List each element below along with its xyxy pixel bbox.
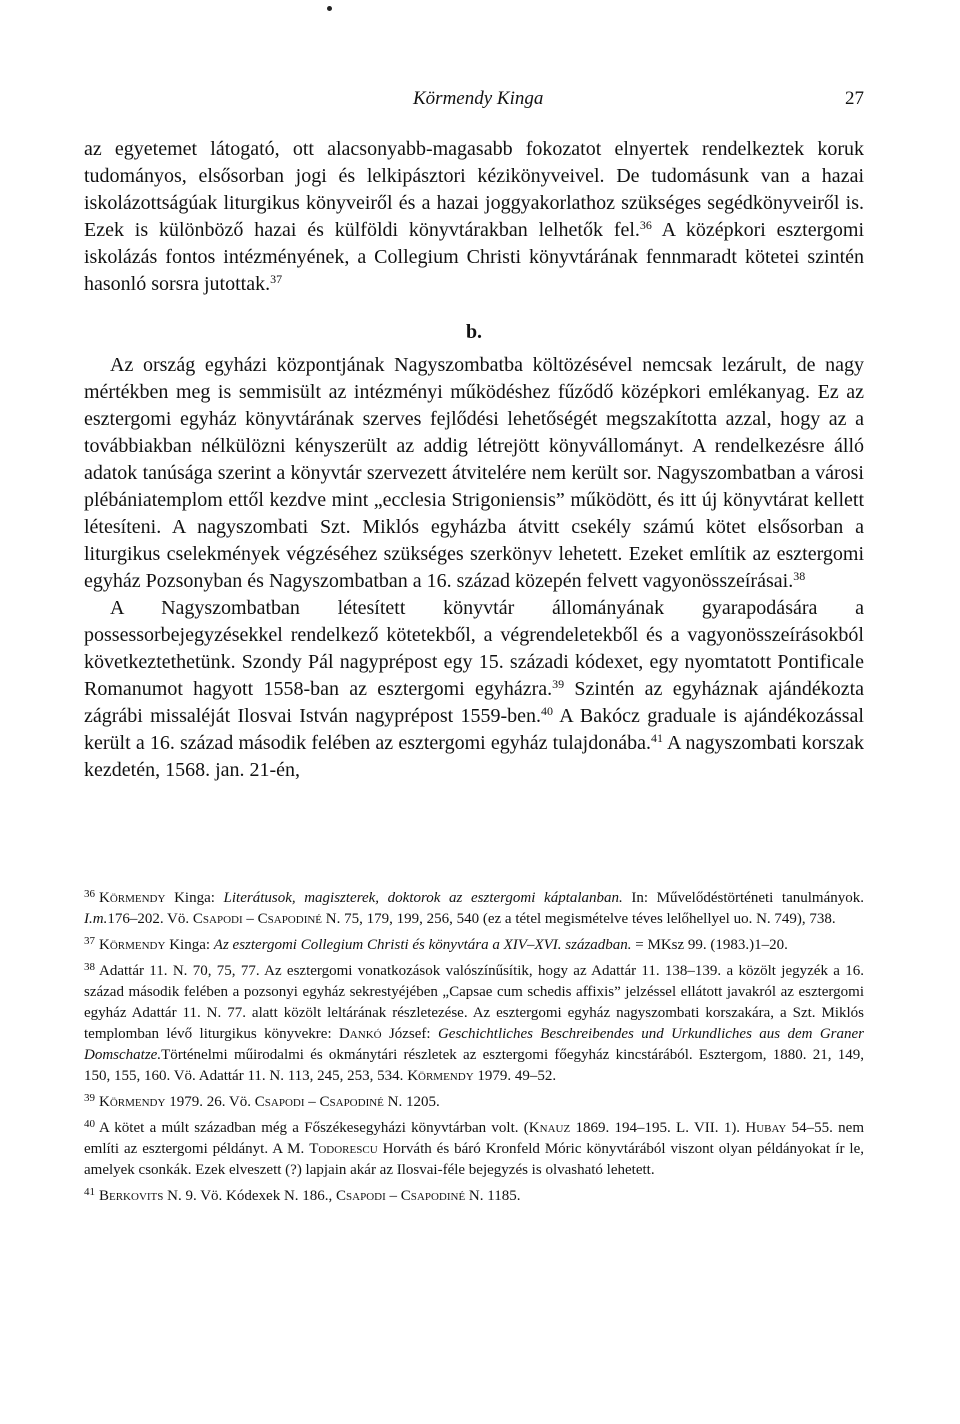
- page-number: 27: [845, 88, 864, 109]
- paragraph-3: A Nagyszombatban létesített könyvtár állományának gyarapodására a possessorbejegyzésekkel rendelkező kötetekből, a végrendeletekből és a vagyonösszeírásokból következtethetünk. Szondy Pál nagyprépost egy 15. századi kódexet, egy nyomtatott Pontificale Romanumot hagyott 1558-ban az esztergomi egyházra.$^{39}$ Szintén az egyháznak ajándékozta zágrábi missaléját Ilosvai István nagyprépost 1559-ben.$^{40}$ A Bakócz graduale is ajándékozással került a 16. század második felében az esztergomi egyház tulajdonába.$^{41}$ A nagyszombati korszak kezdetén, 1568. jan. 21-én,: [84, 597, 864, 781]
- footnote-37: $^{37}$ Körmendy Kinga: Az esztergomi Collegium Christi és könyvtára a XIV–XVI. században. = MKsz 99. (1983.)1–20.: [84, 935, 788, 953]
- paragraph-1: az egyetemet látogató, ott alacsonyabb-magasabb fokozatot elnyertek rendelkeztek koruk tudományos, elsősorban jogi és lelkipásztori kézikönyveivel. De tudomásunk van a hazai iskolázottságúak liturgikus könyveiről és a hazai joggyakorlathoz szükséges segédkönyveiről is. Ezek is különböző hazai és külföldi könyvtárakban lelhetők fel.$^{36}$ A középkori esztergomi iskolázás fontos intézményének, a Collegium Christi könyvtárának fennmaradt kötetei szintén hasonló sorsra jutottak.$^{37}$: [84, 138, 864, 295]
- footnote-ref: 37: [270, 272, 283, 286]
- footnote-41: $^{41}$ Berkovits N. 9. Vö. Kódexek N. 186., Csapodi – Csapodiné N. 1185.: [84, 1186, 521, 1204]
- paragraph-2: Az ország egyházi központjának Nagyszombatba költözésével nemcsak lezárult, de nagy mértékben meg is semmisült az intézményi működéshez fűződő középkori emlékanyag. Ez az esztergomi egyház könyvtárának szerves fejlődési lehetőségét megszakította azzal, hogy az a továbbiakban nélkülözni kényszerült az addig létrejött könyvállományt. A rendelkezésre álló adatok tanúsága szerint a könyvtár szervezett átvitelére nem került sor. Nagyszombatban a városi plébániatemplom ettől kezdve mint „ecclesia Strigoniensis” működött, és itt új könyvtárat kellett létesíteni. A nagyszombati Szt. Miklós egyházba átvitt csekély számú kötet elsősorban a liturgikus cselekmények végzéséhez szükséges szerkönyv lehetett. Ezeket említik az esztergomi egyház Pozsonyban és Nagyszombatban a 16. század közepén felvett vagyonösszeírásai.$^{38}$: [84, 354, 864, 592]
- footnote-ref: 40: [541, 704, 554, 718]
- footnote-ref: 39: [552, 677, 565, 691]
- footnotes: [84, 888, 864, 1212]
- footnote-ref: 36: [639, 218, 652, 232]
- footnote-ref: 38: [793, 569, 806, 583]
- footnote-39: $^{39}$ Körmendy 1979. 26. Vö. Csapodi – Csapodiné N. 1205.: [84, 1092, 440, 1110]
- footnote-40: $^{40}$ A kötet a múlt században még a Főszékesegyházi könyvtárban volt. (Knauz 1869. 194–195. L. VII. 1). Hubay 54–55. nem említi az esztergomi példányt. A M. Todorescu Horváth és báró Kronfeld Móric könyvtárából viszont olyan példányokat ír le, amelyek csonkák. Ezek elveszett (?) lapjain akár az Ilosvai-féle bejegyzés is olvasható lehetett.: [84, 1118, 865, 1178]
- footnote-38: $^{38}$ Adattár 11. N. 70, 75, 77. Az esztergomi vonatkozások valószínűsítik, hogy az Adattár 11. 138–139. a közölt jegyzék a 16. század második felében a pozsonyi egyház sekrestyéjében „Capsae cum schedis affixis” jelzéssel ellátott javakról az esztergomi egyház Adattár 11. N. 77. alatt közölt leltárának részletezése. Az esztergomi egyház nagyszombati korszakára, a Szt. Miklós templomban lévő liturgikus könyvekre: Dankó József: Geschichtliches Beschreibendes und Urkundliches aus dem Graner Domschatze.Történelmi műirodalmi és okmánytári részletek az esztergomi főegyház kincstárából. Esztergom, 1880. 21, 149, 150, 155, 160. Vö. Adattár 11. N. 113, 245, 253, 534. Körmendy 1979. 49–52.: [84, 961, 864, 1084]
- page-header: [84, 88, 864, 118]
- footnote-36: $^{36}$ Körmendy Kinga: Literátusok, magiszterek, doktorok az esztergomi káptalanban. In: Művelődéstörténeti tanulmányok. I.m.176–202. Vö. Csapodi – Csapodiné N. 75, 179, 199, 256, 540 (ez a tétel megismételve téves lelőhellyel uo. N. 749), 738.: [84, 888, 865, 927]
- section-heading: b.: [465, 321, 483, 343]
- main-text: [84, 136, 864, 784]
- ink-speck: [327, 6, 332, 11]
- footnote-ref: 41: [650, 731, 663, 745]
- running-title: Körmendy Kinga: [413, 88, 544, 109]
